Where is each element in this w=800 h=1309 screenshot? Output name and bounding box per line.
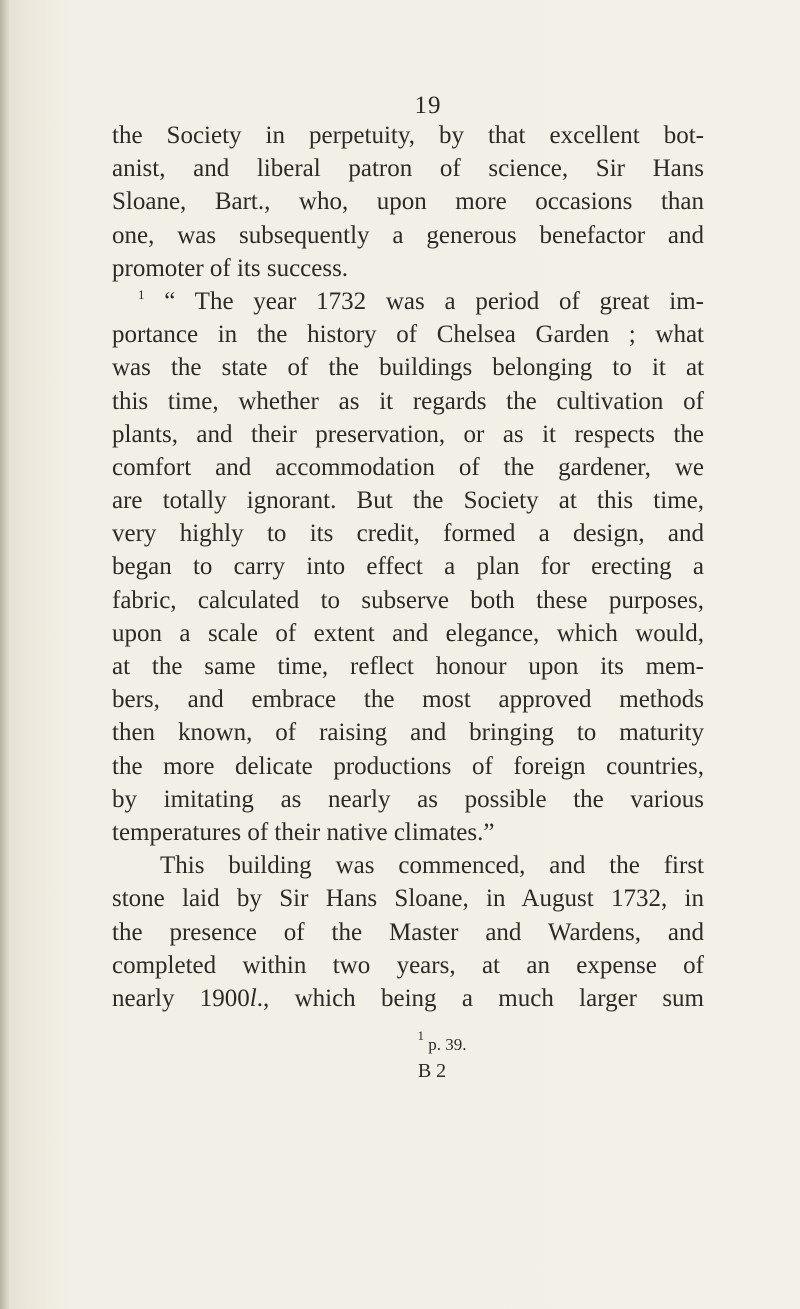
- text-line: portance in the history of Chelsea Garden ; what: [112, 321, 704, 349]
- page-number: 19: [414, 92, 442, 119]
- text-line: was the state of the buildings belonging to it at: [112, 354, 704, 382]
- text-line: at the same time, reflect honour upon its mem-: [112, 653, 704, 680]
- text-line: very highly to its credit, formed a design, and: [112, 520, 704, 548]
- spine-shadow: [0, 0, 10, 1309]
- footnote-reference: 1: [138, 286, 145, 302]
- text-line: began to carry into effect a plan for erecting a: [112, 553, 704, 581]
- text-line: temperatures of their native climates.”: [112, 818, 495, 846]
- text-line: bers, and embrace the most approved methods: [112, 686, 704, 714]
- text-line: one, was subsequently a generous benefactor and: [112, 221, 704, 249]
- text-line: the Society in perpetuity, by that excellent bot-: [112, 122, 704, 149]
- footnote: [42, 1028, 800, 1055]
- body-text: [112, 119, 704, 1015]
- text-line: completed within two years, at an expense of: [112, 951, 704, 979]
- text-line: plants, and their preservation, or as it respects the: [112, 420, 704, 448]
- text-line: nearly 1900l., which being a much larger sum: [112, 984, 704, 1012]
- text-line: are totally ignorant. But the Society at this time,: [112, 487, 704, 515]
- text-line: the more delicate productions of foreign countries,: [112, 752, 704, 780]
- text-line: fabric, calculated to subserve both these purposes,: [112, 586, 704, 614]
- text-line: upon a scale of extent and elegance, which would,: [112, 619, 704, 647]
- text-line: promoter of its success.: [112, 254, 349, 282]
- text-line: this time, whether as it regards the cultivation of: [112, 387, 704, 415]
- pounds-abbreviation: l: [249, 984, 257, 1012]
- text-line: then known, of raising and bringing to maturity: [112, 719, 704, 747]
- signature-mark: B 2: [417, 1060, 447, 1082]
- text-line: the presence of the Master and Wardens, and: [112, 918, 704, 946]
- text-line: comfort and accommodation of the gardener, we: [112, 453, 704, 481]
- text-line: stone laid by Sir Hans Sloane, in August 1732, in: [112, 885, 704, 913]
- footnote-text: p. 39.: [428, 1035, 467, 1054]
- text-line-with-footnote-ref: [112, 285, 704, 318]
- text-line-content: “ The year 1732 was a period of great im-: [164, 287, 704, 315]
- text-line: This building was commenced, and the first: [160, 852, 704, 880]
- text-line: anist, and liberal patron of science, Sir Hans: [112, 155, 704, 183]
- footnote-marker: 1: [417, 1028, 424, 1043]
- text-line: by imitating as nearly as possible the various: [112, 785, 704, 813]
- text-line: Sloane, Bart., who, upon more occasions than: [112, 188, 704, 216]
